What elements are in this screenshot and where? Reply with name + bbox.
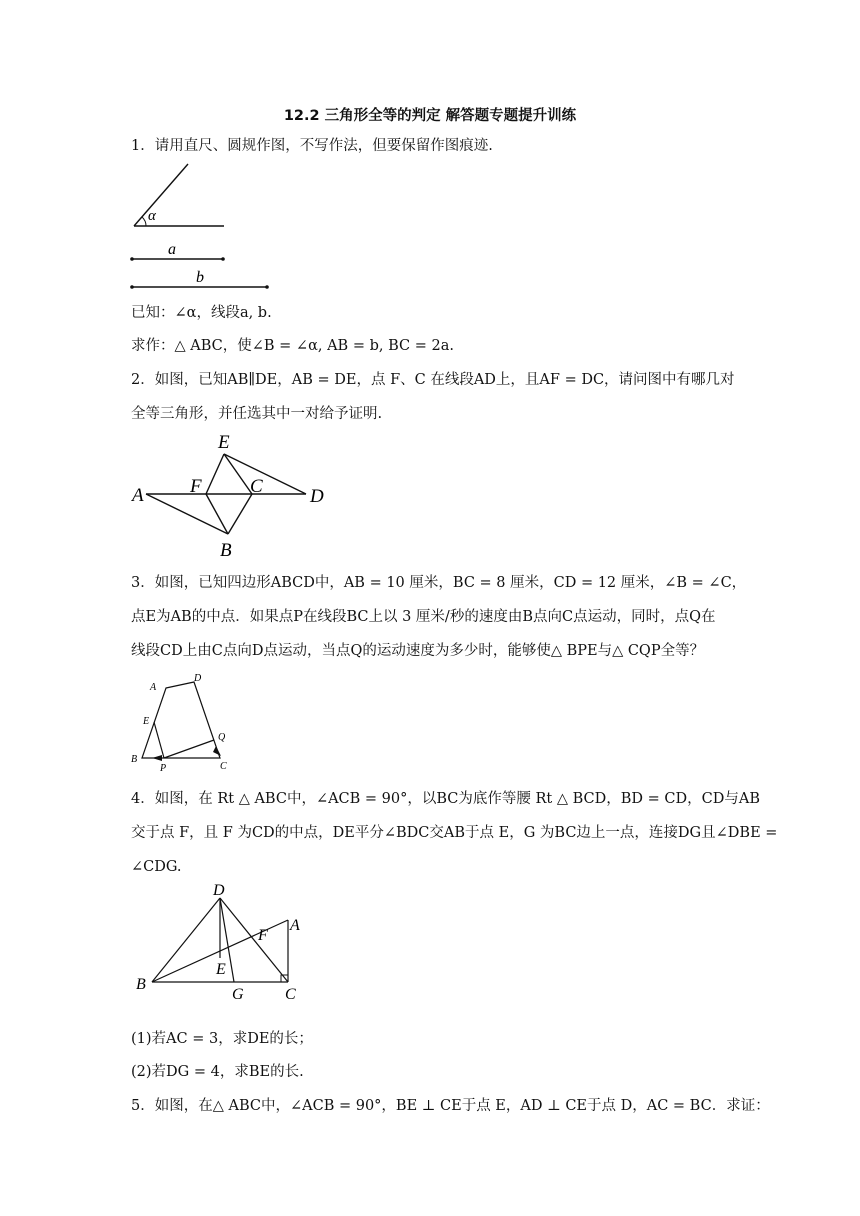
q4-label-G: G	[232, 986, 244, 1003]
q2-label-A: A	[132, 485, 144, 506]
q1-known: 已知：∠α，线段a, b.	[131, 305, 272, 321]
q2-label-B: B	[220, 540, 232, 561]
q4-sub1: (1)若AC = 3，求DE的长；	[131, 1031, 313, 1047]
q4-label-A: A	[290, 917, 300, 934]
document-title: 12.2 三角形全等的判定 解答题专题提升训练	[283, 108, 577, 124]
q2-label-F: F	[190, 476, 202, 497]
q3-line2: 点E为AB的中点．如果点P在线段BC上以 3 厘米/秒的速度由B点向C点运动，同时，点Q在	[131, 609, 716, 625]
q3-label-Q: Q	[218, 732, 226, 743]
q2-label-E: E	[218, 432, 230, 453]
q4-figure	[128, 882, 313, 1006]
q5-line1: 5．如图，在△ ABC中，∠ACB = 90°，BE ⊥ CE于点 E，AD ⊥ CE于点 D，AC = BC．求证：	[131, 1098, 770, 1114]
q1-figure	[128, 160, 278, 295]
q4-line1: 4．如图，在 Rt △ ABC中，∠ACB = 90°，以BC为底作等腰 Rt △ BCD，BD = CD，CD与AB	[131, 791, 760, 807]
q1-prompt: 1．请用直尺、圆规作图，不写作法，但要保留作图痕迹.	[131, 138, 493, 154]
q4-line3: ∠CDG.	[131, 859, 182, 875]
q3-label-E: E	[143, 716, 150, 727]
q3-label-D: D	[194, 673, 202, 684]
q4-label-F: F	[258, 927, 268, 944]
q2-figure	[128, 428, 338, 566]
q4-label-B: B	[136, 976, 146, 993]
q4-label-E: E	[216, 961, 226, 978]
q4-line2: 交于点 F，且 F 为CD的中点，DE平分∠BDC交AB于点 E，G 为BC边上一点，连接DG且∠DBE =	[131, 825, 778, 841]
q2-label-C: C	[250, 476, 263, 497]
q3-label-A: A	[150, 682, 157, 693]
q1-construct: 求作：△ ABC，使∠B = ∠α, AB = b, BC = 2a.	[131, 338, 454, 354]
q2-line2: 全等三角形，并任选其中一对给予证明.	[131, 406, 383, 422]
q4-label-C: C	[285, 986, 296, 1003]
q3-figure	[128, 670, 238, 775]
q3-label-B: B	[131, 754, 138, 765]
q3-label-P: P	[160, 763, 167, 774]
q4-label-D: D	[213, 882, 225, 899]
q3-label-C: C	[220, 761, 227, 772]
q4-sub2: (2)若DG = 4，求BE的长.	[131, 1064, 304, 1080]
q2-line1: 2．如图，已知AB∥DE，AB = DE，点 F、C 在线段AD上，且AF = DC，请问图中有哪几对	[131, 372, 735, 388]
q1-alpha-label: α	[148, 208, 156, 224]
q3-line3: 线段CD上由C点向D点运动，当点Q的运动速度为多少时，能够使△ BPE与△ CQP全等？	[131, 643, 705, 659]
q3-line1: 3．如图，已知四边形ABCD中，AB = 10 厘米，BC = 8 厘米，CD = 12 厘米，∠B = ∠C，	[131, 575, 747, 591]
q1-b-label: b	[196, 269, 204, 286]
q2-label-D: D	[310, 486, 324, 507]
q1-a-label: a	[168, 241, 176, 258]
